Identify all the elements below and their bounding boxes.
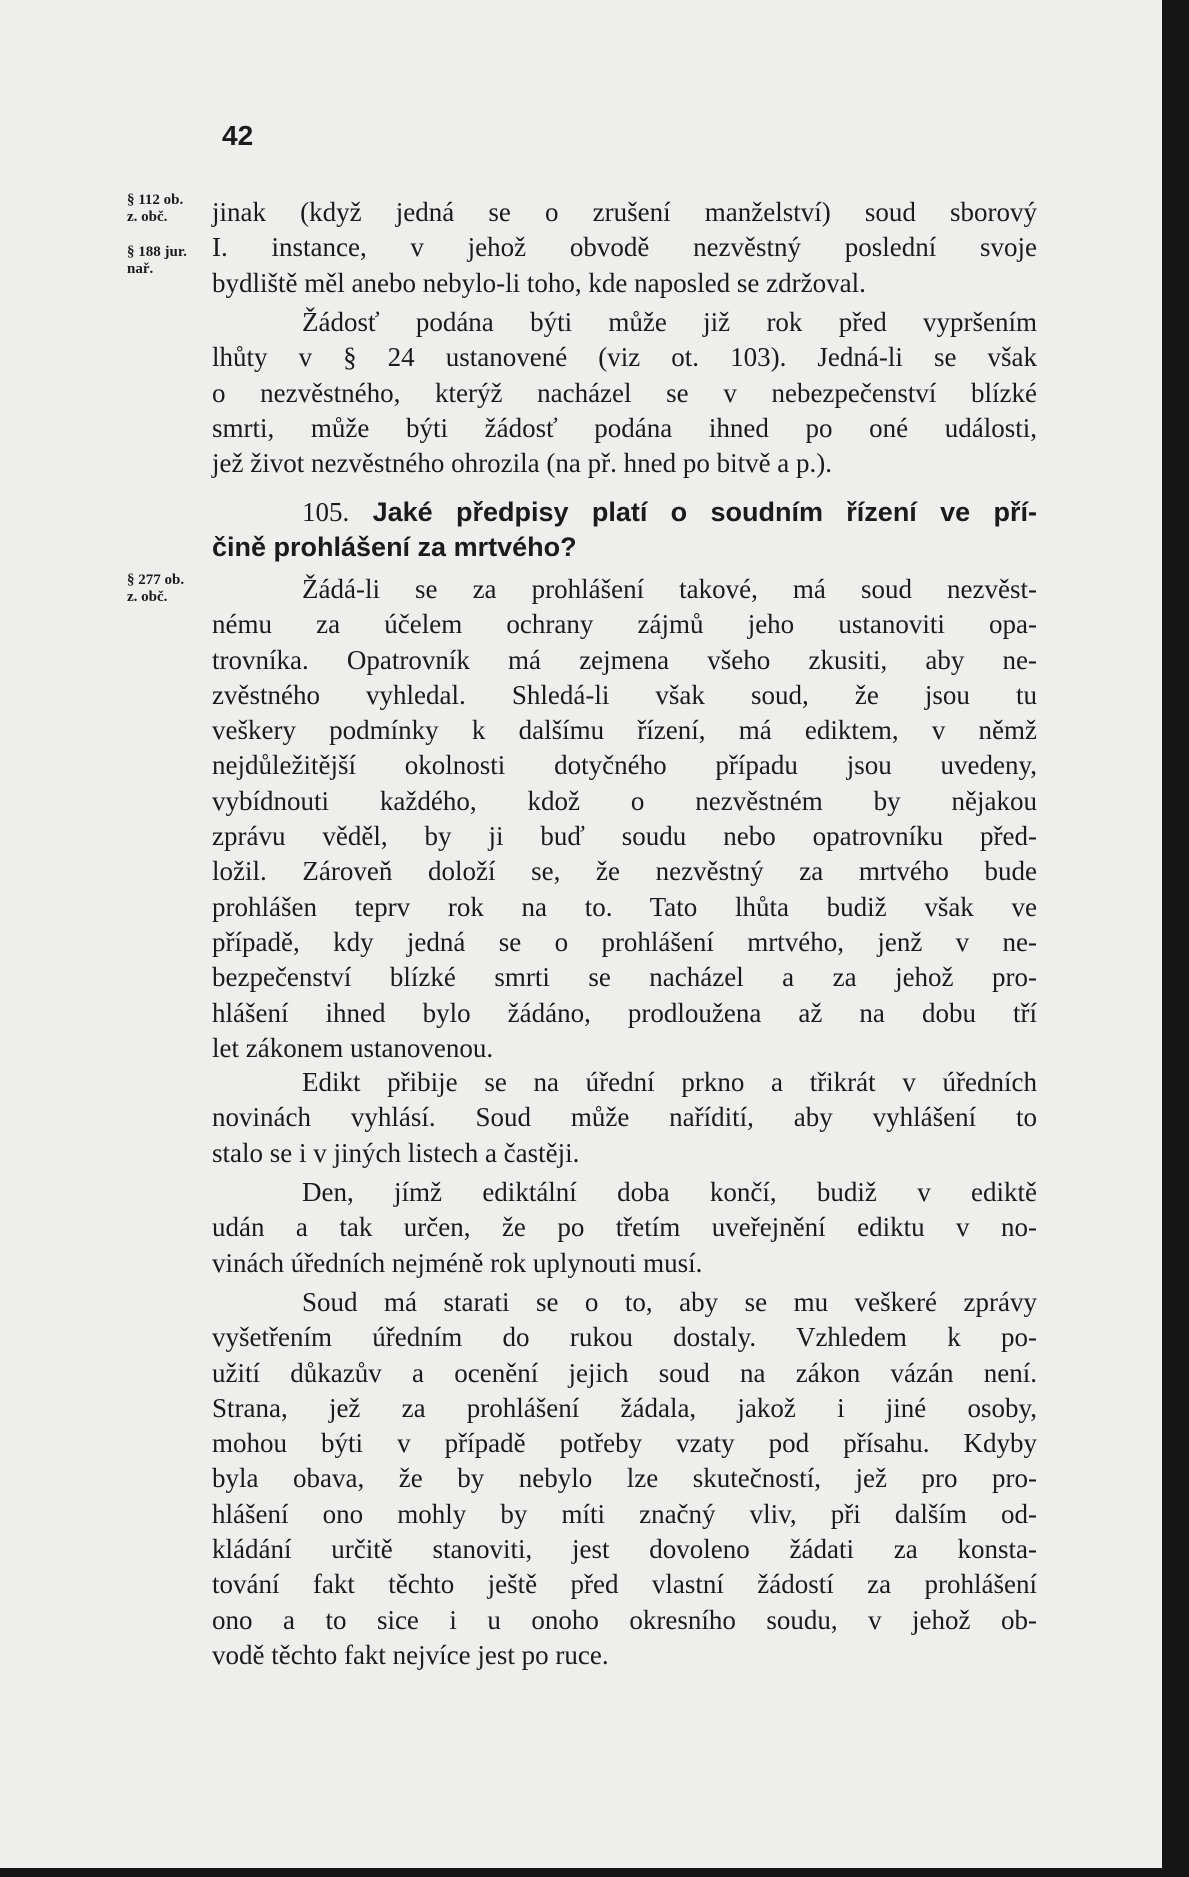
text-line: Edikt přibije se na úřední prkno a třikrát v úředních <box>302 1067 1037 1097</box>
paragraph-1 <box>212 195 1037 301</box>
text-line: ložil. Zároveň doloží se, že nezvěstný za mrtvého bude <box>212 856 1037 887</box>
text-line: jinak (když jedná se o zrušení manželství) soud sborový <box>212 197 1037 227</box>
text-line: hlášení ono mohly by míti značný vliv, při dalším od- <box>212 1498 1037 1529</box>
text-line: Den, jímž ediktální doba končí, budiž v ediktě <box>302 1177 1037 1207</box>
paragraph-3 <box>212 572 1037 1066</box>
text-line: Soud má starati se o to, aby se mu veškeré zprávy <box>302 1287 1037 1317</box>
text-line: let zákonem ustanovenou. <box>212 1032 494 1063</box>
text-line: vybídnouti každého, kdož o nezvěstném by nějakou <box>212 785 1037 816</box>
text-line: o nezvěstného, kterýž nacházel se v nebezpečenství blízké <box>212 377 1037 408</box>
text-line: novinách vyhlásí. Soud může nařídití, aby vyhlášení to <box>212 1102 1037 1133</box>
text-line: byla obava, že by nebylo lze skutečností, jež pro pro- <box>212 1463 1037 1494</box>
text-line: Žádosť podána býti může již rok před vypršením <box>302 307 1037 337</box>
text-line: vyšetřením úředním do rukou dostaly. Vzhledem k po- <box>212 1322 1037 1353</box>
text-line: bezpečenství blízké smrti se nacházel a za jehož pro- <box>212 962 1037 993</box>
page-number: 42 <box>222 120 254 151</box>
paragraph-4 <box>212 1065 1037 1171</box>
paragraph-6 <box>212 1285 1037 1673</box>
margin-note-line: § 277 ob. <box>127 572 185 588</box>
text-line: ono a to sice i u onoho okresního soudu, v jehož ob- <box>212 1604 1037 1635</box>
text-line: vodě těchto fakt nejvíce jest po ruce. <box>212 1639 609 1670</box>
margin-note-line: nař. <box>127 261 154 277</box>
text-line: zprávu věděl, by ji buď soudu nebo opatrovníku před- <box>212 821 1037 852</box>
margin-note-188 <box>127 244 217 278</box>
text-line: vinách úředních nejméně rok uplynouti musí. <box>212 1247 703 1278</box>
paragraph-2 <box>212 305 1037 481</box>
margin-note-line: z. obč. <box>127 589 168 605</box>
text-line: tování fakt těchto ještě před vlastní žádostí za prohlášení <box>212 1569 1037 1600</box>
text-line: Žádá-li se za prohlášení takové, má soud nezvěst- <box>302 574 1037 604</box>
margin-note-112 <box>127 192 217 226</box>
text-line: stalo se i v jiných listech a častěji. <box>212 1137 580 1168</box>
text-line: nejdůležitější okolnosti dotyčného případu jsou uvedeny, <box>212 750 1037 781</box>
text-line: bydliště měl anebo nebylo-li toho, kde naposled se zdržoval. <box>212 267 866 298</box>
text-line: hlášení ihned bylo žádáno, prodloužena až na dobu tří <box>212 997 1037 1028</box>
text-line: veškery podmínky k dalšímu řízení, má ediktem, v němž <box>212 715 1037 746</box>
text-line: zvěstného vyhledal. Shledá-li však soud, že jsou tu <box>212 679 1037 710</box>
heading-line: čině prohlášení za mrtvého? <box>212 532 577 563</box>
text-line: mohou býti v případě potřeby vzaty pod přísahu. Kdyby <box>212 1428 1037 1459</box>
text-line: kládání určitě stanoviti, jest dovoleno žádati za konsta- <box>212 1534 1037 1565</box>
margin-note-line: § 112 ob. <box>127 192 184 208</box>
margin-note-277 <box>127 572 217 606</box>
text-line: nému za účelem ochrany zájmů jeho ustanoviti opa- <box>212 609 1037 640</box>
text-line: prohlášen teprv rok na to. Tato lhůta budiž však ve <box>212 891 1037 922</box>
text-line: smrti, může býti žádosť podána ihned po oné události, <box>212 412 1037 443</box>
section-heading-105 <box>212 495 1037 566</box>
text-line: udán a tak určen, že po třetím uveřejnění ediktu v no- <box>212 1212 1037 1243</box>
scan-border-right <box>1162 0 1189 1877</box>
question-number: 105. <box>302 497 350 527</box>
heading-text: Jaké předpisy platí o soudním řízení ve pří- <box>372 497 1037 527</box>
text-line: užití důkazův a ocenění jejich soud na zákon vázán není. <box>212 1357 1037 1388</box>
margin-note-line: § 188 jur. <box>127 244 187 260</box>
margin-note-line: z. obč. <box>127 209 168 225</box>
text-line: I. instance, v jehož obvodě nezvěstný poslední svoje <box>212 232 1037 263</box>
text-line: Strana, jež za prohlášení žádala, jakož i jiné osoby, <box>212 1392 1037 1423</box>
scan-border-bottom <box>0 1868 1189 1877</box>
text-line: případě, kdy jedná se o prohlášení mrtvého, jenž v ne- <box>212 926 1037 957</box>
text-line: jež život nezvěstného ohrozila (na př. hned po bitvě a p.). <box>212 448 833 479</box>
text-line: lhůty v § 24 ustanovené (viz ot. 103). Jedná-li se však <box>212 342 1037 373</box>
text-line: trovníka. Opatrovník má zejmena všeho zkusiti, aby ne- <box>212 644 1037 675</box>
paragraph-5 <box>212 1175 1037 1281</box>
heading-line <box>212 495 1037 530</box>
